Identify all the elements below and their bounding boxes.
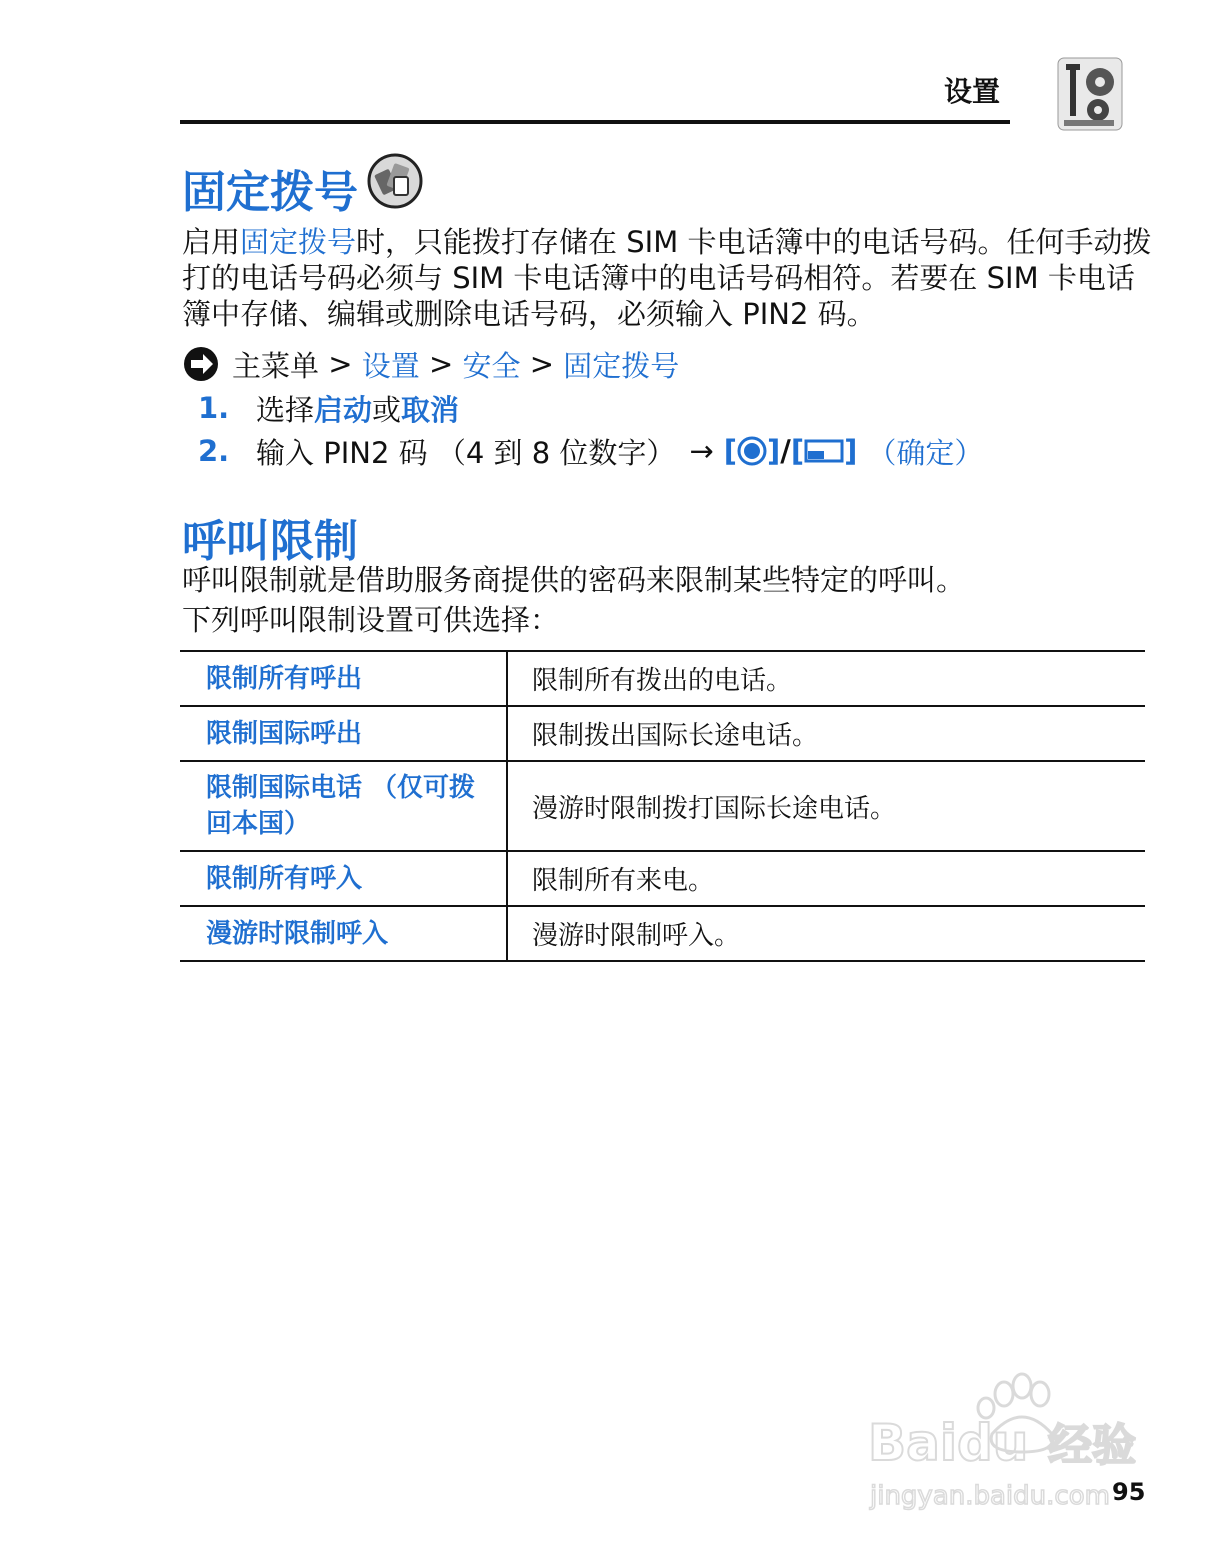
watermark-brand: Baidu [868,1414,1029,1472]
arrow-right-circle-icon [182,345,220,383]
settings-tools-icon [1054,54,1126,134]
menu-path-root: 主菜单 [232,348,320,383]
barring-option-desc: 限制所有拨出的电话。 [507,651,1145,706]
barring-option-name: 限制所有呼出 [180,651,507,706]
step-2 [198,431,983,471]
option-enable: 启动 [314,392,373,427]
barring-option-name: 限制国际电话 （仅可拨回本国） [180,761,507,851]
barring-option-name: 限制所有呼入 [180,851,507,906]
center-key-icon [737,436,767,466]
confirm-label: （确定） [867,435,984,470]
barring-option-desc: 限制拨出国际长途电话。 [507,706,1145,761]
step-number: 1. [198,391,230,425]
header-rule [180,120,1010,124]
key-bracket: ] [844,434,858,468]
section-title-call-barring: 呼叫限制 [182,516,358,567]
desc-part1: 启用 [182,225,241,259]
barring-option-desc: 限制所有来电。 [507,851,1145,906]
table-row [180,761,1145,851]
barring-option-desc: 漫游时限制拨打国际长途电话。 [507,761,1145,851]
barring-option-name: 漫游时限制呼入 [180,906,507,961]
step-number: 2. [198,434,230,468]
menu-path-security: 安全 [462,348,521,383]
menu-path-separator: > [319,347,362,381]
table-row [180,906,1145,961]
menu-path-settings: 设置 [361,348,420,383]
section-title-fixed-dialing: 固定拨号 [182,167,358,218]
table-row [180,851,1145,906]
key-bracket: [ [723,434,737,468]
watermark-url: jingyan.baidu.com [870,1481,1110,1511]
menu-path [182,344,679,384]
desc-link-fixed-dialing: 固定拨号 [240,225,357,259]
page-number: 95 [1112,1478,1146,1506]
step-arrow: → [689,434,714,468]
menu-path-separator: > [520,347,564,381]
fixed-dialing-icon [364,153,426,209]
barring-option-desc: 漫游时限制呼入。 [507,906,1145,961]
key-slash: / [780,434,791,468]
table-row [180,651,1145,706]
call-barring-intro: 呼叫限制就是借助服务商提供的密码来限制某些特定的呼叫。 [182,563,966,597]
key-bracket: [ [790,434,805,468]
step-text: 输入 PIN2 码 （4 到 8 位数字） [256,435,676,470]
step-1 [198,388,459,428]
desc-part2: 时，只能拨打存储在 SIM 卡电话簿中的电话号码。任何手动拨打的电话号码必须与 SIM 卡电话簿中的电话号码相符。若要在 SIM 卡电话簿中存储、编辑或删除电话号码，必须输入 PIN2 码。 [182,225,1152,331]
menu-path-fixed-dialing: 固定拨号 [563,348,680,383]
call-barring-options-intro: 下列呼叫限制设置可供选择： [182,603,560,637]
barring-option-name: 限制国际呼出 [180,706,507,761]
key-bracket: ] [766,434,781,468]
table-row [180,706,1145,761]
call-barring-table [180,650,1145,962]
step-text: 或 [372,392,402,427]
header-section-title: 设置 [944,75,1001,108]
step-text: 选择 [256,392,315,427]
watermark-brand-cn: 经验 [1048,1420,1136,1471]
left-softkey-icon [804,437,844,465]
menu-path-separator: > [419,347,463,381]
option-cancel: 取消 [401,392,460,427]
fixed-dialing-description [182,224,1152,332]
